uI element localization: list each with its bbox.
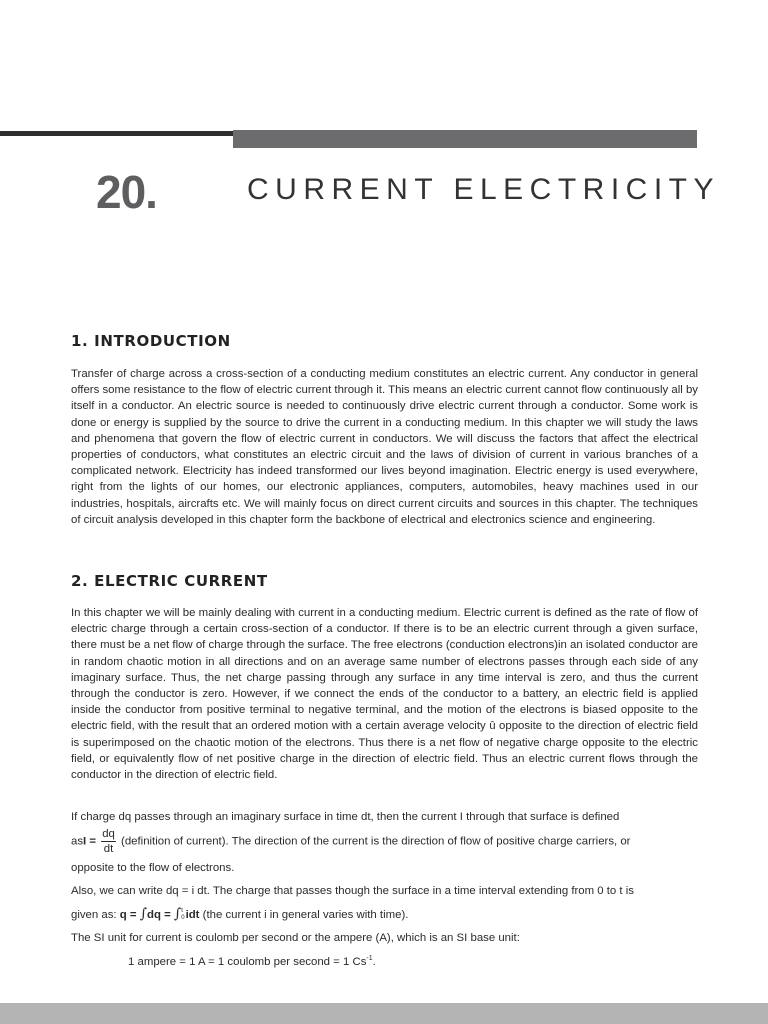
chapter-number: 20. xyxy=(96,166,157,218)
definition-equation-line xyxy=(71,827,698,856)
upper-limit: t xyxy=(181,907,183,914)
chapter-title: CURRENT ELECTRICITY xyxy=(247,173,720,206)
section-heading-introduction: 1. INTRODUCTION xyxy=(71,332,231,350)
definition-tail-line: opposite to the flow of electrons. xyxy=(71,862,235,874)
header-rule-dark xyxy=(0,131,233,136)
fraction-numerator: dq xyxy=(102,828,115,840)
definition-lhs: I = xyxy=(83,835,97,848)
footer-band xyxy=(0,1003,768,1024)
section-heading-electric-current: 2. ELECTRIC CURRENT xyxy=(71,572,268,590)
ampere-exponent: -1 xyxy=(366,955,373,962)
given-suffix: (the current i in general varies with time). xyxy=(202,909,409,921)
current-fraction xyxy=(101,827,116,856)
integral-limits xyxy=(181,908,184,922)
electric-current-paragraph: In this chapter we will be mainly dealing with current in a conducting medium. Electric current is defined as the rate of flow of electric charge through a certain cross-section of a conductor. If there is to be an electric current through a given surface, there must be a net flow of charge through the surface. The free electrons (conduction electrons)in an isolated conductor are in random chaotic motion in all directions and on an average same number of electrons passes through each side of any imaginary surface. Thus, the net charge passing through any surface in any time interval is zero, and thus the current through the conductor is zero. However, if we connect the ends of the conductor to a battery, an electric field is applied inside the conductor from positive terminal to negative terminal, and the motion of the electrons is biased opposite to the electric field, with the result that an ordered motion with a certain average velocity û opposite to the direction of electric field is superimposed on the chaotic motion of the electrons. Thus there is a net flow of negative charge opposite to the electric field, or equivalently flow of net positive charge in the direction of electric field. Thus an electric current flows through the conductor in the direction of electric field. xyxy=(71,607,698,782)
ampere-end: . xyxy=(372,955,376,968)
definition-rest: (definition of current). The direction of the current is the direction of flow of positive charge carriers, or xyxy=(121,835,631,848)
given-prefix: given as: xyxy=(71,909,117,921)
integrand-idt: idt xyxy=(185,909,200,921)
also-line: Also, we can write dq = i dt. The charge that passes though the surface in a time interval extending from 0 to t is xyxy=(71,885,634,897)
ampere-text: 1 ampere = 1 A = 1 coulomb per second = 1 Cs xyxy=(128,955,367,968)
integral-symbol-definite: ∫ xyxy=(173,906,182,922)
integrand-dq: dq = xyxy=(147,909,171,921)
definition-prefix: as xyxy=(71,835,84,848)
lower-limit: 0 xyxy=(181,914,185,921)
given-q: q = xyxy=(119,909,137,921)
integral-symbol: ∫ xyxy=(139,906,148,922)
header-rule-grey xyxy=(233,130,697,148)
definition-intro-line: If charge dq passes through an imaginary surface in time dt, then the current I through that surface is defined xyxy=(71,811,620,823)
si-unit-line: The SI unit for current is coulomb per second or the ampere (A), which is an SI base unit: xyxy=(71,932,520,944)
integral-equation-line xyxy=(71,906,698,923)
introduction-paragraph: Transfer of charge across a cross-section of a conducting medium constitutes an electric current. Any conductor in general offers some resistance to the flow of electric current through it. This means an electric current cannot flow continuously all by itself in a conductor. An electric source is needed to continuously drive electric current through a conductor. Some work is done or energy is supplied by the source to drive the current in a conducting medium. In this chapter we will study the laws and phenomena that govern the flow of electric current in conductors. We will discuss the factors that affect the electrical properties of conductors, what constitutes an electric circuit and the laws of division of current in various branches of a complicated network. Electricity has indeed transformed our lives beyond imagination. Electric energy is used everywhere, right from the lights of our homes, our electronic appliances, computers, automobiles, heavy machines used in our industries, hospitals, aircrafts etc. We will mainly focus on direct current circuits and sources in this chapter. The techniques of circuit analysis developed in this chapter form the backbone of electrical and electronics science and engineering. xyxy=(71,368,698,526)
ampere-definition-line xyxy=(128,951,755,970)
fraction-denominator: dt xyxy=(103,843,114,855)
